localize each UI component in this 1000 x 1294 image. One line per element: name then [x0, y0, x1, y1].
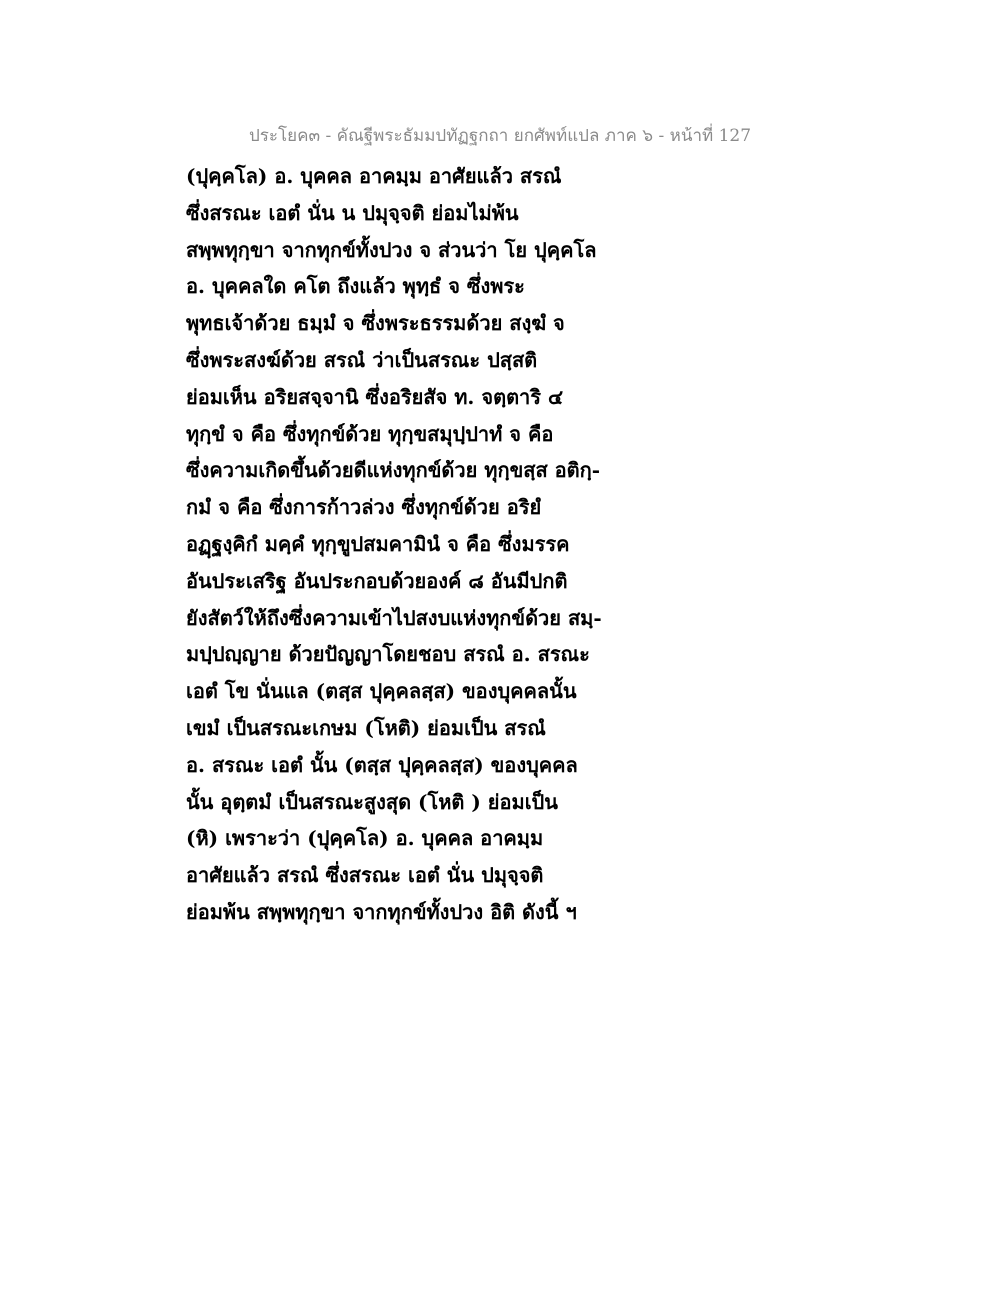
text-line: อ. สรณะ เอตํ นั้น (ตสฺส ปุคฺคลสฺส) ของบุคคล	[186, 752, 578, 777]
page-header: ประโยค๓ - คัณฐีพระธัมมปทัฏฐกถา ยกศัพท์แปล ภาค ๖ - หน้าที่ 127	[248, 126, 752, 146]
text-line: สพฺพทุกฺขา จากทุกข์ทั้งปวง จ ส่วนว่า โย ปุคฺคโล	[186, 237, 597, 262]
text-line: อฏฺฐงฺคิกํ มคฺคํ ทุกฺขูปสมคามินํ จ คือ ซึ่งมรรค	[186, 531, 570, 556]
text-line: อาศัยแล้ว สรณํ ซึ่งสรณะ เอตํ นั่น ปมุจฺจติ	[186, 863, 544, 888]
text-line: เอตํ โข นั่นแล (ตสฺส ปุคฺคลสฺส) ของบุคคลนั้น	[186, 679, 577, 704]
text-line: มปฺปญฺญาย ด้วยปัญญาโดยชอบ สรณํ อ. สรณะ	[186, 642, 590, 667]
text-line: เขมํ เป็นสรณะเกษม (โหติ) ย่อมเป็น สรณํ	[186, 715, 546, 740]
text-line: นั้น อุตฺตมํ เป็นสรณะสูงสุด (โหติ ) ย่อมเป็น	[186, 789, 558, 814]
text-line: ทุกฺขํ จ คือ ซึ่งทุกข์ด้วย ทุกฺขสมุปฺปาทํ จ คือ	[186, 421, 554, 446]
body-text	[186, 158, 946, 931]
text-line: อ. บุคคลใด คโต ถึงแล้ว พุทฺธํ จ ซึ่งพระ	[186, 274, 525, 299]
text-line: (ปุคฺคโล) อ. บุคคล อาคมฺม อาศัยแล้ว สรณํ	[186, 164, 562, 188]
text-line: พุทธเจ้าด้วย ธมฺมํ จ ซึ่งพระธรรมด้วย สงฺฆํ จ	[186, 311, 565, 336]
text-line: ยังสัตว์ให้ถึงซึ่งความเข้าไปสงบแห่งทุกข์ด้วย สมฺ-	[186, 605, 602, 630]
text-line: ซึ่งสรณะ เอตํ นั่น น ปมุจฺจติ ย่อมไม่พ้น	[186, 200, 519, 225]
text-line: (หิ) เพราะว่า (ปุคฺคโล) อ. บุคคล อาคมฺม	[186, 826, 544, 851]
text-line: ซึ่งความเกิดขึ้นด้วยดีแห่งทุกข์ด้วย ทุกฺขสฺส อติกฺ-	[186, 458, 601, 483]
text-line: ซึ่งพระสงฆ์ด้วย สรณํ ว่าเป็นสรณะ ปสฺสติ	[186, 347, 538, 372]
text-line: ย่อมพ้น สพฺพทุกฺขา จากทุกข์ทั้งปวง อิติ ดังนี้ ฯ	[186, 899, 577, 924]
text-line: กมํ จ คือ ซึ่งการก้าวล่วง ซึ่งทุกข์ด้วย อริยํ	[186, 495, 542, 520]
text-line: ย่อมเห็น อริยสจฺจานิ ซึ่งอริยสัจ ท. จตฺตาริ ๔	[186, 384, 564, 409]
text-line: อันประเสริฐ อันประกอบด้วยองค์ ๘ อันมีปกติ	[186, 568, 568, 593]
